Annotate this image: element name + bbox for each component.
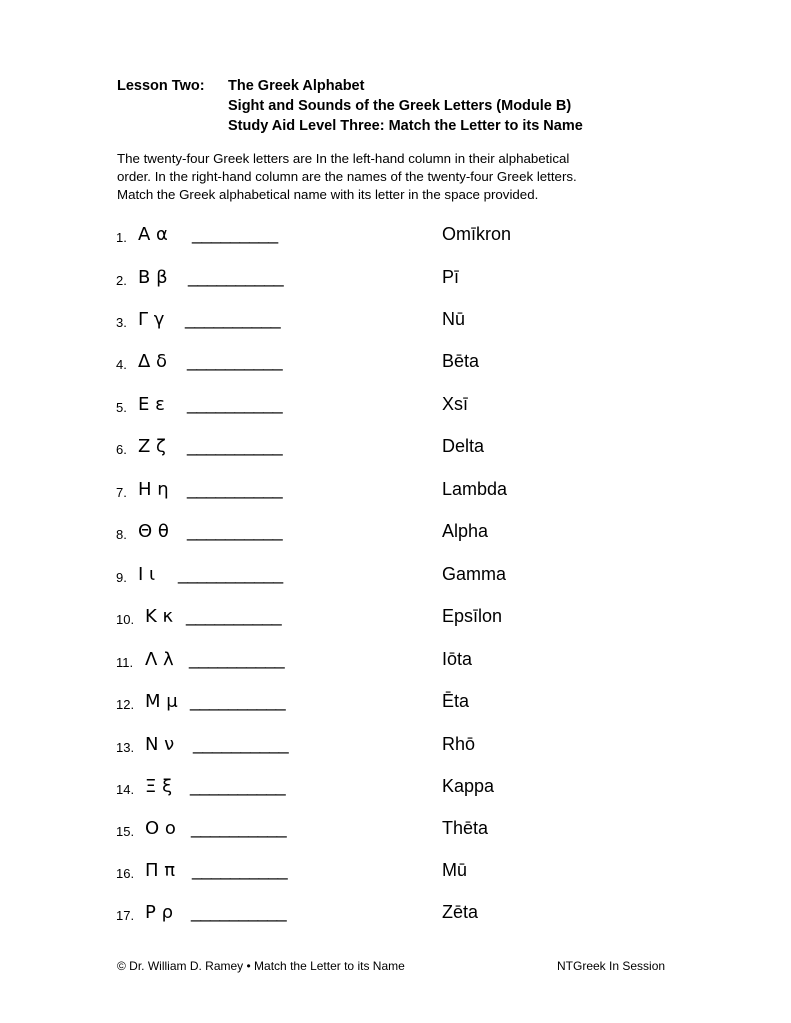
greek-letter-pair: Θ θ	[138, 521, 169, 542]
greek-letter-name: Rhō	[442, 734, 476, 754]
instructions-line: The twenty-four Greek letters are In the left-hand column in their alphabetical	[117, 151, 570, 166]
item-number: 9.	[116, 570, 127, 585]
item-number: 6.	[116, 442, 127, 457]
greek-letter-pair: Ο ο	[145, 818, 176, 839]
greek-letter-name: Nū	[442, 309, 466, 329]
item-number: 15.	[116, 824, 135, 839]
instructions-line: Match the Greek alphabetical name with its letter in the space provided.	[117, 187, 539, 202]
greek-letter-name: Alpha	[442, 521, 489, 541]
lesson-title: The Greek Alphabet	[228, 78, 365, 94]
matching-row	[0, 264, 791, 294]
greek-letter-name: Kappa	[442, 776, 495, 796]
matching-row	[0, 688, 791, 718]
instructions-line: order. In the right-hand column are the names of the twenty-four Greek letters.	[117, 169, 577, 184]
matching-row	[0, 857, 791, 887]
item-number: 17.	[116, 908, 135, 923]
item-number: 1.	[116, 230, 127, 245]
answer-blank[interactable]: __________	[192, 860, 288, 880]
greek-letter-name: Omīkron	[442, 224, 512, 244]
answer-blank[interactable]: _________	[192, 224, 278, 244]
item-number: 4.	[116, 357, 127, 372]
greek-letter-pair: Ε ε	[138, 394, 165, 415]
answer-blank[interactable]: __________	[187, 394, 283, 414]
matching-row	[0, 899, 791, 929]
item-number: 8.	[116, 527, 127, 542]
footer-site-name: NTGreek In Session	[557, 959, 666, 973]
greek-letter-pair: Ζ ζ	[138, 436, 166, 457]
item-number: 12.	[116, 697, 135, 712]
greek-letter-name: Epsīlon	[442, 606, 503, 626]
footer-copyright: © Dr. William D. Ramey • Match the Letter to its Name	[117, 959, 405, 973]
greek-letter-name: Bēta	[442, 351, 480, 371]
greek-letter-pair: Μ μ	[145, 691, 178, 712]
answer-blank[interactable]: ___________	[178, 564, 283, 584]
item-number: 14.	[116, 782, 135, 797]
answer-blank[interactable]: __________	[190, 691, 286, 711]
answer-blank[interactable]: __________	[187, 479, 283, 499]
matching-row	[0, 391, 791, 421]
greek-letter-pair: Α α	[138, 224, 168, 245]
greek-letter-pair: Β β	[138, 267, 168, 288]
greek-letter-pair: Ι ι	[138, 564, 156, 585]
greek-letter-name: Iōta	[442, 649, 473, 669]
greek-letter-name: Pī	[442, 267, 460, 287]
matching-row	[0, 306, 791, 336]
greek-letter-pair: Γ γ	[138, 309, 165, 330]
matching-row	[0, 476, 791, 506]
item-number: 10.	[116, 612, 135, 627]
greek-letter-name: Gamma	[442, 564, 507, 584]
answer-blank[interactable]: __________	[193, 734, 289, 754]
greek-letter-name: Lambda	[442, 479, 508, 499]
matching-row	[0, 815, 791, 845]
matching-row	[0, 773, 791, 803]
greek-letter-name: Delta	[442, 436, 485, 456]
item-number: 7.	[116, 485, 127, 500]
answer-blank[interactable]: __________	[187, 521, 283, 541]
matching-row	[0, 348, 791, 378]
lesson-label: Lesson Two:	[117, 78, 205, 94]
item-number: 16.	[116, 866, 135, 881]
greek-letter-pair: Ρ ρ	[145, 902, 174, 923]
greek-letter-pair: Π π	[145, 860, 176, 881]
answer-blank[interactable]: __________	[188, 267, 284, 287]
matching-row	[0, 646, 791, 676]
greek-letter-pair: Η η	[138, 479, 169, 500]
answer-blank[interactable]: __________	[190, 776, 286, 796]
answer-blank[interactable]: __________	[187, 351, 283, 371]
greek-letter-name: Zēta	[442, 902, 479, 922]
matching-row	[0, 518, 791, 548]
greek-letter-pair: Κ κ	[145, 606, 174, 627]
answer-blank[interactable]: __________	[191, 902, 287, 922]
greek-letter-name: Thēta	[442, 818, 489, 838]
matching-row	[0, 731, 791, 761]
greek-letter-name: Mū	[442, 860, 468, 880]
answer-blank[interactable]: __________	[189, 649, 285, 669]
item-number: 11.	[116, 655, 134, 670]
item-number: 3.	[116, 315, 127, 330]
item-number: 2.	[116, 273, 127, 288]
greek-letter-pair: Λ λ	[145, 649, 174, 670]
matching-row	[0, 221, 791, 251]
answer-blank[interactable]: __________	[186, 606, 282, 626]
item-number: 13.	[116, 740, 135, 755]
greek-letter-name: Xsī	[442, 394, 469, 414]
greek-letter-pair: Ν ν	[145, 734, 175, 755]
answer-blank[interactable]: __________	[185, 309, 281, 329]
matching-row	[0, 603, 791, 633]
module-subtitle: Sight and Sounds of the Greek Letters (Module B)	[228, 98, 572, 114]
study-aid-subtitle: Study Aid Level Three: Match the Letter to its Name	[228, 118, 583, 134]
matching-row	[0, 561, 791, 591]
item-number: 5.	[116, 400, 127, 415]
greek-letter-pair: Δ δ	[138, 351, 168, 372]
greek-letter-pair: Ξ ξ	[145, 776, 173, 797]
matching-row	[0, 433, 791, 463]
greek-letter-name: Ēta	[442, 691, 470, 711]
answer-blank[interactable]: __________	[187, 436, 283, 456]
answer-blank[interactable]: __________	[191, 818, 287, 838]
